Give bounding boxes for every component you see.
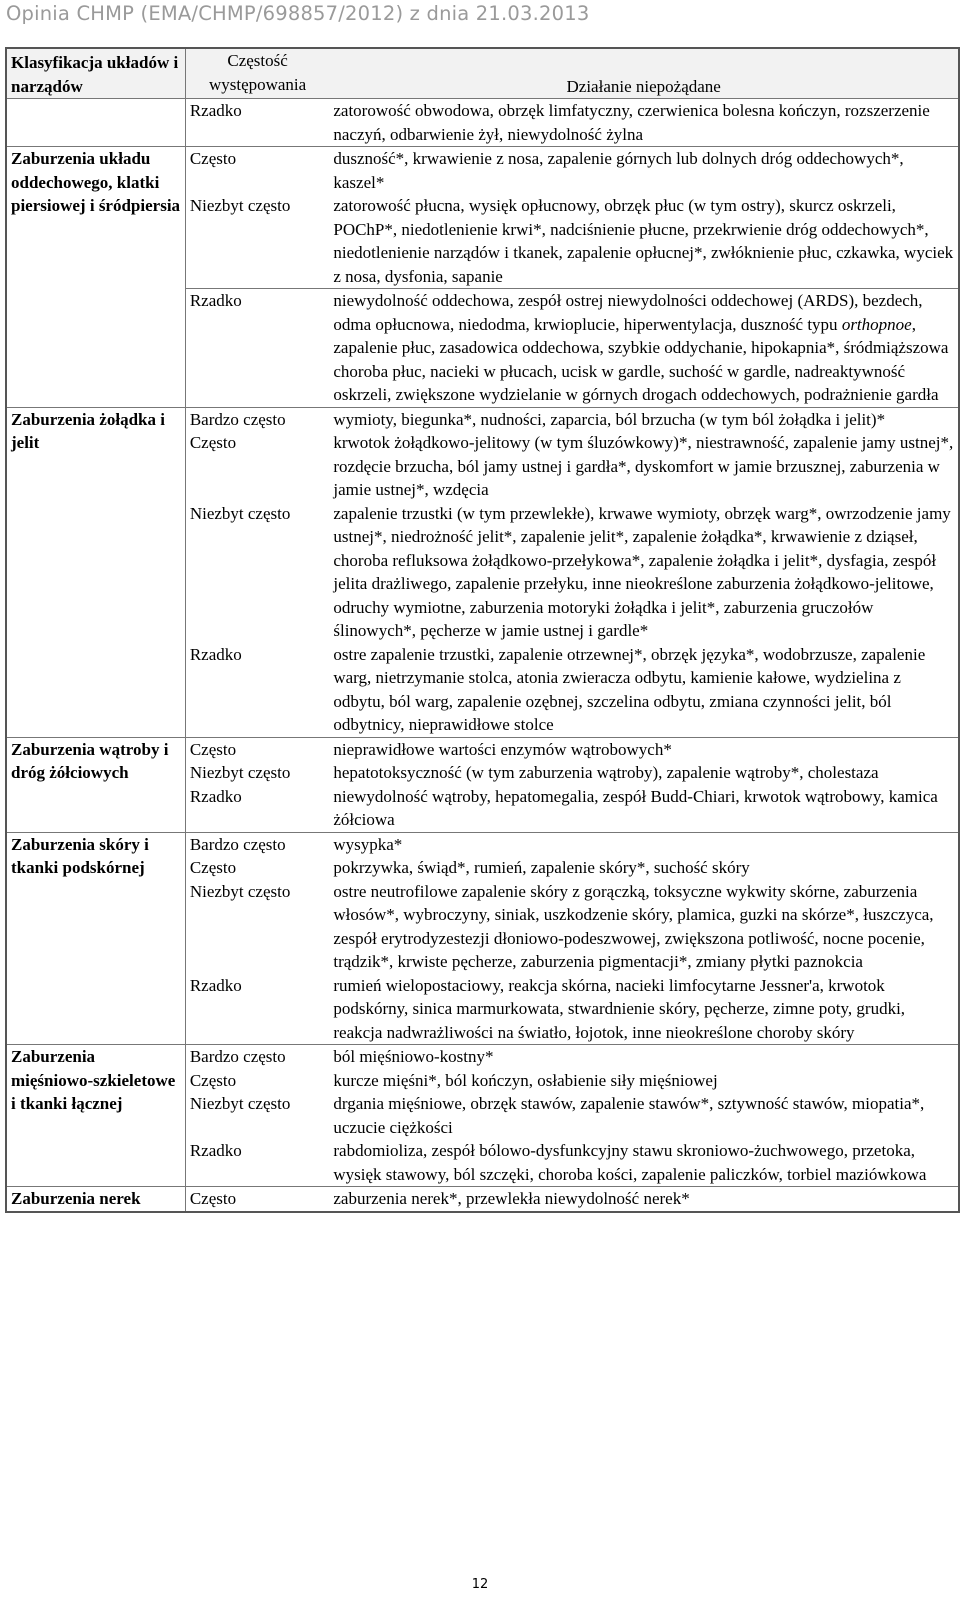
system-class-cell: Zaburzenia mięśniowo-szkieletowe i tkanki łącznej bbox=[6, 1045, 185, 1187]
effect-cell: ból mięśniowo-kostny* bbox=[329, 1045, 959, 1069]
effect-cell: ostre neutrofilowe zapalenie skóry z gorączką, toksyczne wykwity skórne, zaburzenia włosów*, wybroczyny, siniak, uszkodzenie skóry, plamica, guzki na skórze*, łuszczyca, zespół erytrodyzestezji dłoniowo-podeszwowej, zwiększona potliwość, nocne pocenie, trądzik*, krwiste pęcherze, zaburzenia pigmentacji*, zmiany płytki paznokcia bbox=[333, 881, 934, 971]
table-row bbox=[6, 147, 959, 195]
header-frequency: Częstość występowania bbox=[185, 48, 329, 99]
table-row bbox=[6, 832, 959, 856]
table-header-row bbox=[6, 48, 959, 99]
frequency-cell: Rzadko bbox=[189, 975, 242, 995]
effect-cell: duszność*, krwawienie z nosa, zapalenie górnych lub dolnych dróg oddechowych*, kaszel* bbox=[329, 147, 959, 195]
adverse-reactions-table bbox=[5, 47, 960, 1213]
page-number: 12 bbox=[471, 1577, 489, 1592]
frequency-cell: Często bbox=[185, 737, 329, 761]
frequency-cell: Często bbox=[189, 433, 237, 452]
frequency-cell: Niezbyt często bbox=[189, 881, 291, 901]
system-class-cell bbox=[6, 99, 185, 147]
effect-cell: zatorowość płucna, wysięk opłucnowy, obrzęk płuc (w tym ostry), skurcz oskrzeli, POChP*, niedotlenienie krwi*, nadciśnienie płucne, przekrwienie dróg oddechowych*, niedotlenienie narządów i tkanek, zapalenie opłucnej*, zwłóknienie płuc, czkawka, wyciek z nosa, dysfonia, sapanie bbox=[333, 196, 954, 286]
system-class-cell: Zaburzenia skóry i tkanki podskórnej bbox=[6, 832, 185, 1045]
effect-cell: niewydolność wątroby, hepatomegalia, zespół Budd-Chiari, krwotok wątrobowy, kamica żółciowa bbox=[333, 786, 938, 829]
effect-text-italic: orthopnoe bbox=[841, 314, 912, 334]
table-row bbox=[6, 1187, 959, 1212]
frequency-cell: Często bbox=[189, 858, 237, 877]
frequency-cell: Rzadko bbox=[189, 1141, 242, 1160]
system-class-cell: Zaburzenia układu oddechowego, klatki piersiowej i śródpiersia bbox=[6, 147, 185, 408]
frequency-cell: Niezbyt często bbox=[189, 503, 291, 523]
frequency-cell: Często bbox=[189, 1070, 237, 1090]
header-adverse-effect: Działanie niepożądane bbox=[329, 48, 959, 99]
system-class-cell: Zaburzenia wątroby i dróg żółciowych bbox=[6, 737, 185, 832]
table-row bbox=[6, 99, 959, 147]
effect-text: niewydolność oddechowa, zespół ostrej niewydolności oddechowej (ARDS), bezdech, odma opłucnowa, niedodma, krwioplucie, hiperwentylacja, duszność typu bbox=[333, 291, 923, 334]
table-row bbox=[6, 737, 959, 761]
effect-cell: drgania mięśniowe, obrzęk stawów, zapalenie stawów*, sztywność stawów, miopatia*, uczucie ciężkości bbox=[333, 1094, 925, 1137]
frequency-cell: Często bbox=[185, 1187, 329, 1212]
effect-cell: wymioty, biegunka*, nudności, zaparcia, ból brzucha (w tym ból żołądka i jelit)* bbox=[329, 407, 959, 431]
frequency-cell: Bardzo często bbox=[185, 1045, 329, 1069]
table-row bbox=[6, 407, 959, 431]
effect-cell: kurcze mięśni*, ból kończyn, osłabienie siły mięśniowej bbox=[333, 1070, 718, 1090]
effect-cell: zapalenie trzustki (w tym przewlekłe), krwawe wymioty, obrzęk warg*, owrzodzenie jamy ustnej*, niedrożność jelit*, zapalenie jelit*, zapalenie żołądka*, krwawienie z dziąseł, choroba refluksowa żołądkowo-przełykowa*, zapalenie żołądka i jelit*, dysfagia, zespół jelita drażliwego, zapalenie przełyku, inne nieokreślone zaburzenia żołądkowo-jelitowe, odruchy wymiotne, zaburzenia motoryki żołądka i jelit*, zaburzenia gruczołów ślinowych*, pęcherze w jamie ustnej i gardle* bbox=[333, 503, 951, 640]
frequency-cell: Często bbox=[185, 147, 329, 195]
header-system-class: Klasyfikacja układów i narządów bbox=[6, 48, 185, 99]
effect-cell: rabdomioliza, zespół bólowo-dysfunkcyjny stawu skroniowo-żuchwowego, przetoka, wysięk stawowy, ból szczęki, choroba kości, zapalenie paliczków, torbiel maziówkowa bbox=[333, 1141, 927, 1184]
effect-cell: nieprawidłowe wartości enzymów wątrobowych* bbox=[329, 737, 959, 761]
table-row bbox=[6, 1045, 959, 1069]
effect-cell: wysypka* bbox=[329, 832, 959, 856]
effect-cell: krwotok żołądkowo-jelitowy (w tym śluzówkowy)*, niestrawność, zapalenie jamy ustnej*, rozdęcie brzucha, ból jamy ustnej i gardła*, dyskomfort w jamie brzusznej, zaburzenia w jamie ustnej*, wzdęcia bbox=[333, 433, 954, 499]
frequency-cell: Bardzo często bbox=[185, 832, 329, 856]
frequency-cell: Rzadko bbox=[189, 786, 242, 806]
effect-cell: pokrzywka, świąd*, rumień, zapalenie skóry*, suchość skóry bbox=[333, 858, 750, 877]
system-class-cell: Zaburzenia żołądka i jelit bbox=[6, 407, 185, 737]
frequency-cell: Rzadko bbox=[189, 644, 242, 664]
effect-cell: zaburzenia nerek*, przewlekła niewydolność nerek* bbox=[329, 1187, 959, 1212]
frequency-cell: Rzadko bbox=[185, 289, 329, 408]
effect-cell: hepatotoksyczność (w tym zaburzenia wątroby), zapalenie wątroby*, cholestaza bbox=[333, 763, 879, 782]
system-class-cell: Zaburzenia nerek bbox=[6, 1187, 185, 1212]
frequency-cell: Bardzo często bbox=[185, 407, 329, 431]
frequency-cell: Niezbyt często bbox=[189, 196, 291, 215]
frequency-cell: Niezbyt często bbox=[189, 1094, 291, 1113]
effect-cell: ostre zapalenie trzustki, zapalenie otrzewnej*, obrzęk języka*, wodobrzusze, zapalenie warg, nietrzymanie stolca, atonia zwieracza odbytu, kamienie kałowe, wydzielina z odbytu, ból warg, zapalenie ozębnej, szczelina odbytu, zmiana czynności jelit, ból odbytnicy, nieprawidłowe stolce bbox=[333, 644, 926, 734]
frequency-cell: Rzadko bbox=[189, 101, 242, 120]
effect-cell: zatorowość obwodowa, obrzęk limfatyczny, czerwienica bolesna kończyn, rozszerzenie naczyń, odbarwienie żył, niewydolność żylna bbox=[333, 101, 930, 144]
effect-text: , zapalenie płuc, zasadowica oddechowa, szybkie oddychanie, hipokapnia*, śródmiąższowa choroba płuc, nacieki w płucach, ucisk w gardle, suchość w gardle, nadreaktywność oskrzeli, zwiększone wydzielanie w górnych drogach oddechowych, podrażnienie gardła bbox=[333, 314, 949, 404]
frequency-cell: Niezbyt często bbox=[189, 763, 291, 782]
effect-cell: rumień wielopostaciowy, reakcja skórna, nacieki limfocytarne Jessner'a, krwotok podskórny, sinica marmurkowata, stwardnienie skóry, pęcherze, zimne poty, grudki, reakcja nadwrażliwości na światło, łojotok, inne nieokreślone choroby skóry bbox=[333, 975, 906, 1042]
document-header: Opinia CHMP (EMA/CHMP/698857/2012) z dnia 21.03.2013 bbox=[6, 2, 590, 25]
effect-cell bbox=[329, 289, 959, 408]
